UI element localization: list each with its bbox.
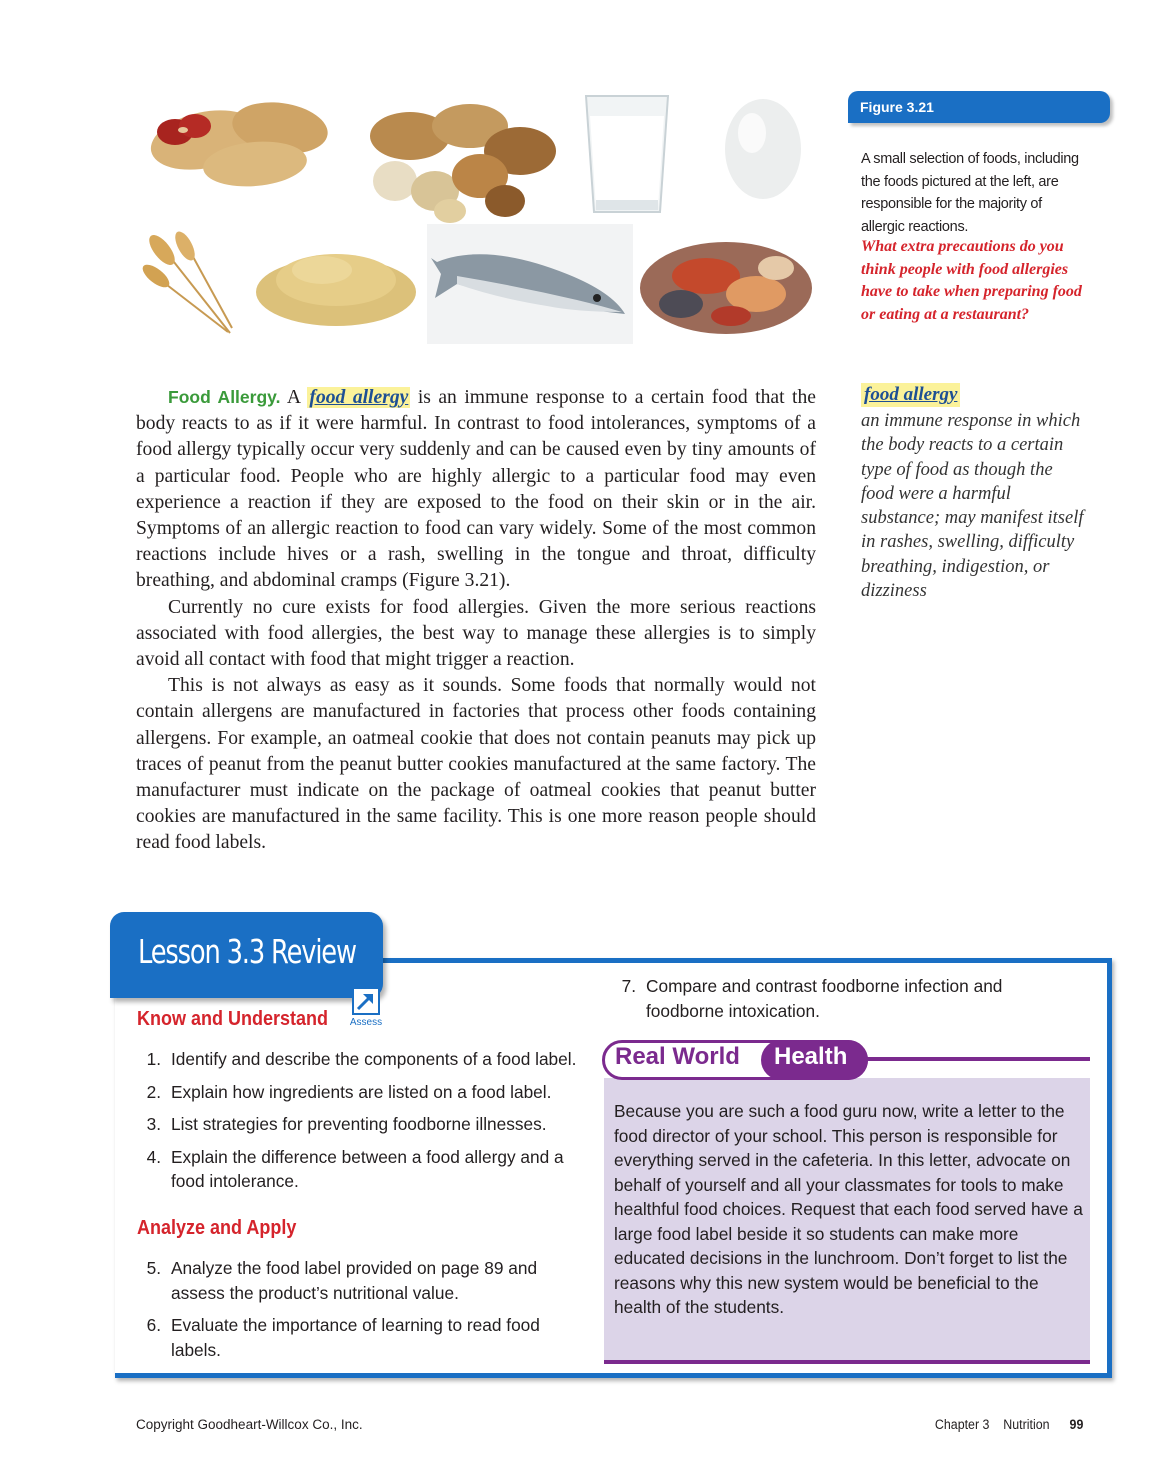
tree-nuts-image: [355, 96, 570, 226]
body-text: [136, 384, 816, 857]
chapter-label: Chapter 3: [934, 1417, 990, 1432]
fish-image: [427, 224, 633, 344]
assess-label: Assess: [349, 1017, 383, 1028]
figure-label: Figure 3.21: [848, 91, 1110, 123]
run-in-heading: Food Allergy.: [168, 387, 281, 407]
assess-icon: [352, 987, 380, 1015]
real-world-label: Real World: [615, 1043, 740, 1070]
section-label: Nutrition: [1002, 1417, 1050, 1432]
question-item: 2. Explain how ingredients are listed on a food label.: [146, 1081, 552, 1102]
paragraph-2: Currently no cure exists for food allergies. Given the more serious reactions associated with food allergies, the best way to manage these allergies is to simply avoid all contact with food that might trigger a reaction.: [136, 596, 816, 671]
question-item: 5. Analyze the food label provided on page 89 and assess the product’s nutritional value.: [146, 1258, 538, 1303]
question-item: 7. Compare and contrast foodborne infection and foodborne intoxication.: [621, 976, 1003, 1021]
analyze-apply-heading: Analyze and Apply: [137, 1217, 297, 1239]
egg-image: [722, 93, 804, 201]
milk-image: [582, 94, 672, 216]
key-term[interactable]: food allergy: [309, 387, 409, 408]
figure-question: What extra precautions do you think people with food allergies have to take when preparing food or eating at a restaurant?: [861, 238, 1082, 323]
page-footer: [935, 1417, 1083, 1432]
real-world-text: Because you are such a food guru now, write a letter to the food director of your school. This person is responsible for everything served in the cafeteria. In this letter, advocate on behalf of yourself and all your classmates for tools to make healthful food choices. Request that each food served have a large food label beside it so students can make more educated decisions in the lunchroom. Don’t forget to list the reasons why this new system would be beneficial to the health of the students.: [614, 1101, 1083, 1317]
question-list-left-1: [137, 1047, 592, 1202]
real-world-rule: [860, 1057, 1090, 1061]
question-item: 4. Explain the difference between a food allergy and a food intolerance.: [146, 1146, 564, 1191]
soybeans-image: [252, 240, 420, 328]
copyright: Copyright Goodheart-Willcox Co., Inc.: [136, 1417, 363, 1432]
page-number: 99: [1069, 1417, 1083, 1432]
glossary-term[interactable]: food allergy: [861, 383, 960, 407]
question-list-left-2: [137, 1256, 592, 1370]
paragraph-1: Food Allergy. A food allergy is an immune response to a certain food that the body reacts to as if it were harmful. In contrast to food intolerances, symptoms of a food allergy typically occur very suddenly and can be caused even by tiny amounts of a particular food. People who are highly allergic to a particular food may even experience a reaction if they are exposed to the food on their skin or in the air. Symptoms of an allergic reaction to food can vary widely. Some of the most common reactions include hives or a rash, swelling in the tongue and throat, difficulty breathing, and abdominal cramps (Figure 3.21).: [136, 387, 816, 592]
shellfish-image: [636, 232, 816, 340]
know-understand-heading: Know and Understand: [137, 1008, 329, 1030]
wheat-image: [140, 228, 240, 338]
paragraph-3: This is not always as easy as it sounds. Some foods that normally would not contain allergens are manufactured in factories that process other foods containing allergens. For example, an oatmeal cookie that does not contain peanuts may pick up traces of peanut from the peanut butter cookies manufactured at the same factory. The manufacturer must indicate on the package of oatmeal cookies that peanut butter cookies are manufactured in the same facility. This is one more reason people should read food labels.: [136, 675, 816, 854]
peanuts-image: [145, 92, 345, 192]
question-item: 6. Evaluate the importance of learning to read food labels.: [146, 1315, 540, 1360]
glossary-definition: an immune response in which the body reacts to a certain type of food as though the food were a harmful substance; may manifest itself in rashes, swelling, difficulty breathing, indigestion, or dizziness: [861, 411, 1084, 602]
question-item: 3. List strategies for preventing foodborne illnesses.: [146, 1114, 547, 1134]
question-item: 1. Identify and describe the components of a food label.: [146, 1049, 577, 1069]
review-title: Lesson 3.3 Review: [138, 932, 356, 971]
question-list-right: [612, 974, 1072, 1031]
assess-link[interactable]: [346, 987, 386, 1031]
health-label: Health: [774, 1043, 848, 1070]
figure-caption: A small selection of foods, including the foods pictured at the left, are responsible for the majority of allergic reactions.: [861, 151, 1079, 235]
